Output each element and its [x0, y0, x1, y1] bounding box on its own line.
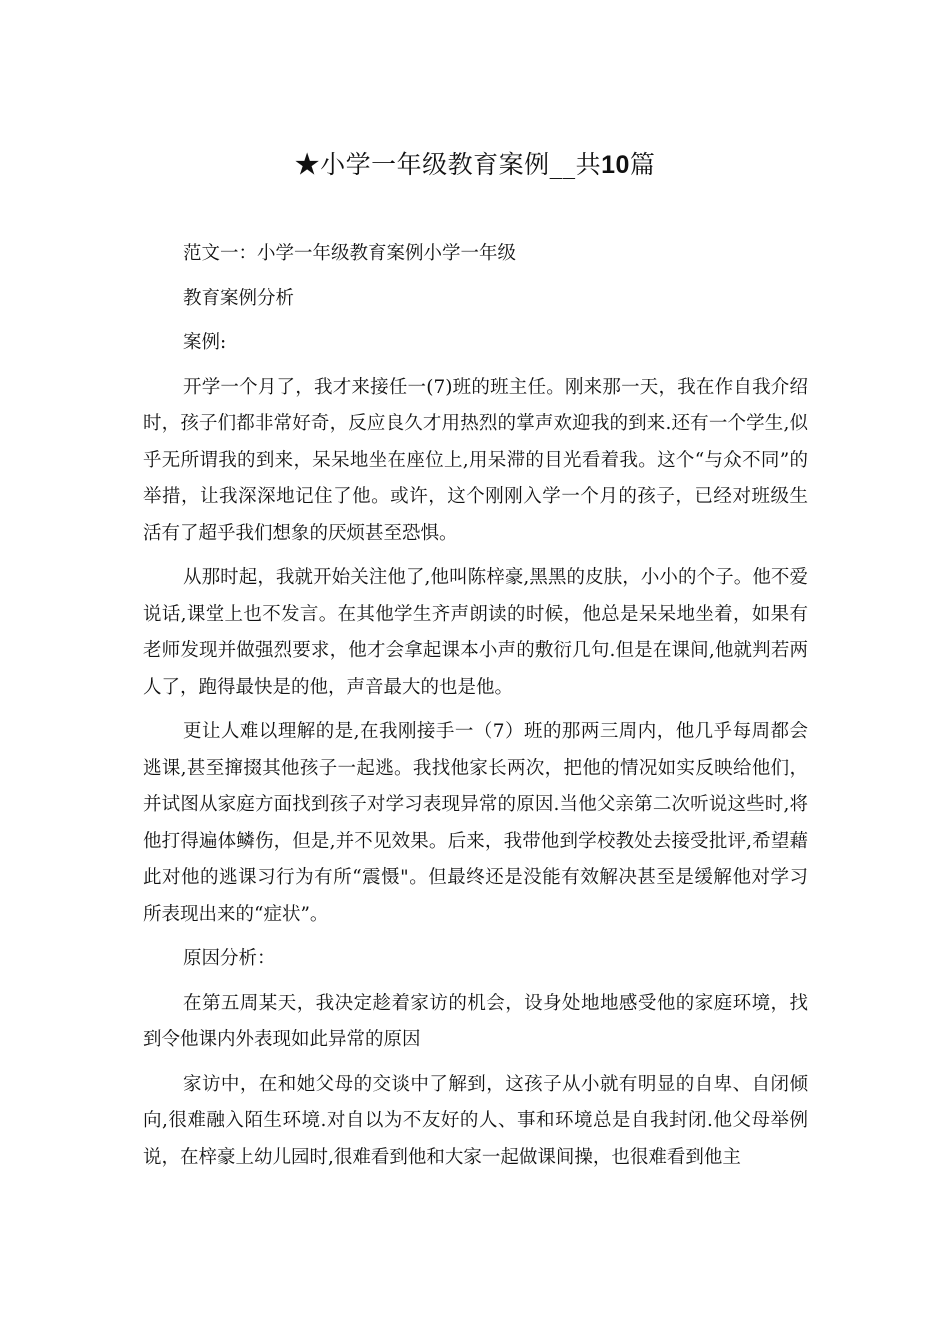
title-suffix: 篇: [629, 150, 656, 179]
paragraph-heading-2: 教育案例分析: [183, 287, 295, 309]
paragraph-case-1: 开学一个月了，我才来接任一(7)班的班主任。刚来那一天，我在作自我介绍时，孩子们都非常好奇，反应良久才用热烈的掌声欢迎我的到来.还有一个学生,似乎无所谓我的到来，呆呆地坐在座位上,用呆滞的目光看着我。这个“与众不同”的举措，让我深深地记住了他。或许，这个刚刚入学一个月的孩子，已经对班级生活有了超乎我们想象的厌烦甚至恐惧。: [143, 376, 808, 544]
paragraph-analysis-1: 在第五周某天，我决定趁着家访的机会，设身处地地感受他的家庭环境，找到令他课内外表现如此异常的原因: [143, 992, 808, 1050]
paragraph-analysis-label: 原因分析：: [183, 948, 276, 969]
document-title: [0, 148, 950, 182]
paragraph-case-3: 更让人难以理解的是,在我刚接手一（7）班的那两三周内，他几乎每周都会逃课,甚至撺掇其他孩子一起逃。我找他家长两次，把他的情况如实反映给他们，并试图从家庭方面找到孩子对学习表现异常的原因.当他父亲第二次听说这些时,将他打得遍体鳞伤，但是,并不见效果。后来，我带他到学校教处去接受批评,希望藉此对他的逃课习行为有所“震慑"。但最终还是没能有效解决甚至是缓解他对学习所表现出来的“症状”。: [143, 721, 808, 925]
title-prefix: ★小学一年级教育案例__共: [294, 150, 602, 179]
title-number: 10: [601, 151, 630, 179]
paragraph-case-2: 从那时起，我就开始关注他了,他叫陈梓豪,黑黑的皮肤，小小的个子。他不爱说话,课堂上也不发言。在其他学生齐声朗读的时候，他总是呆呆地坐着，如果有老师发现并做强烈要求，他才会拿起课本小声的敷衍几句.但是在课间,他就判若两人了，跑得最快是的他，声音最大的也是他。: [143, 567, 808, 698]
paragraph-case-label: 案例:: [183, 332, 227, 353]
paragraph-heading-1: 范文一：小学一年级教育案例小学一年级: [183, 243, 517, 264]
document-body: [143, 236, 808, 1176]
paragraph-analysis-2: 家访中，在和她父母的交谈中了解到，这孩子从小就有明显的自卑、自闭倾向,很难融入陌生环境.对自以为不友好的人、事和环境总是自我封闭.他父母举例说，在梓豪上幼儿园时,很难看到他和大家一起做课间操，也很难看到他主: [143, 1073, 808, 1168]
